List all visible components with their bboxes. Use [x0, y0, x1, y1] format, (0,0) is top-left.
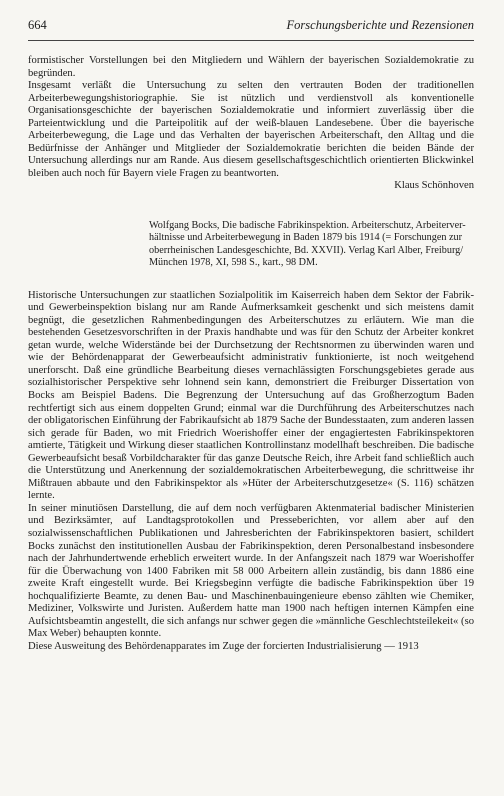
paragraph: Historische Untersuchungen zur staatlichen Sozialpolitik im Kaiserreich haben dem Sektor der Fabrik- und Gewerbeinspektion bislang nur am Rande Aufmerksamkeit geschenkt und sich meistens damit begnügt, die gesetzlichen Rahmenbedingungen des Arbeiterschutzes zu erläutern. Wie man die bestehenden Gesetzesvorschriften in der Praxis handhabte und was für den Schutz der Arbeiter konkret getan wurde, welche Widerstände bei der Durchsetzung der Rechtsnormen zu überwinden waren und wie der Behördenapparat der Gewerbeaufsicht administrativ funktionierte, ist noch weitgehend unerforscht. Daß eine gründliche Bearbeitung dieses vernachlässigten Forschungsgebietes gerade aus sozialhistorischer Perspektive sehr lohnend sein kann, demonstriert die Freiburger Dissertation von Bocks am Beispiel Badens. Die Begrenzung der Untersuchung auf das Großherzogtum Baden rechtfertigt sich aus einem doppelten Grund; einmal war die Durchführung des Arbeiterschutzes nach der obligatorischen Einführung der Fabrikaufsicht ab 1879 Sache der Bundesstaaten, zum anderen lassen sich gerade für Baden, wo mit Friedrich Woerishoffer einer der engagiertesten Fabrikinspektoren amtierte, Tätigkeit und Wirkung dieser staatlichen Kontrollinstanz modellhaft beschreiben. Die badische Gewerbeaufsicht besaß Vorbildcharakter für das ganze Deutsche Reich, ihre Arbeit fand schließlich auch die Unterstützung und Anerkennung der sozialdemokratischen Arbeiterbewegung, die schrittweise ihr Mißtrauen abbaute und den Fabrikinspektor als »Hüter der Arbeiterschutzgesetze« (S. 116) schätzen lernte. — [28, 289, 474, 502]
running-title: Forschungsberichte und Rezensionen — [286, 18, 474, 32]
header-rule — [28, 40, 474, 41]
citation-line: Wolfgang Bocks, Die badische Fabrikinspektion. Arbeiterschutz, Arbeiterver- — [149, 220, 466, 232]
paragraph: formistischer Vorstellungen bei den Mitgliedern und Wählern der bayerischen Sozialdemokratie zu begründen. — [28, 55, 474, 79]
paragraph: In seiner minutiösen Darstellung, die auf dem noch verfügbaren Aktenmaterial badischer Ministerien und Bezirksämter, auf Landtagsprotokollen und Presseberichten, vor allem aber auf den sozialwissenschaftlichen Publikationen und Jahresberichten der Fabrikinspektoren basiert, schildert Bocks zunächst den institutionellen Ausbau der Fabrikinspektion, deren Personalbestand insbesondere nach der Jahrhundertwende erheblich erweitert wurde. In der Anfangszeit nach 1879 war Woerishoffer für die Überwachung von 1400 Fabriken mit 58 000 Arbeitern allein zuständig, bis dann 1886 eine zweite Kraft eingestellt wurde. Bei Kriegsbeginn verfügte die badische Fabrikinspektion über 19 hochqualifizierte Beamte, zu denen Bau- und Maschinenbauingenieure ebenso zählten wie Chemiker, Mediziner, Volkswirte und Juristen. Außerdem hatte man 1900 nach heftigen internen Kämpfen eine Aufsichtsbeamtin angestellt, die sich anfangs nur schwer gegen die »männliche Geschlechtsteilekeit« (so Max Weber) behaupten konnte. — [28, 502, 474, 640]
citation-line: oberrheinischen Landesgeschichte, Bd. XXVII). Verlag Karl Alber, Freiburg/ — [149, 244, 464, 256]
citation-line: München 1978, XI, 598 S., kart., 98 DM. — [149, 257, 318, 269]
page-header — [28, 18, 474, 38]
document-page — [28, 18, 474, 788]
review-author: Klaus Schönhoven — [394, 180, 474, 192]
review-1 — [28, 55, 474, 193]
review-2 — [28, 290, 474, 654]
paragraph: Diese Ausweitung des Behördenapparates im Zuge der forcierten Industrialisierung — 1913 — [28, 640, 419, 652]
citation-line: hältnisse und Arbeiterbewegung in Baden 1879 bis 1914 (= Forschungen zur — [149, 232, 463, 244]
paragraph: Insgesamt verläßt die Untersuchung zu selten den vertrauten Boden der traditionellen Arbeiterbewegungshistoriographie. Sie ist nützlich und verdienstvoll als konventionelle Organisationsgeschichte der bayerischen Sozialdemokratie und informiert zuverlässig über die Parteientwicklung und die Parteipolitik auf der weiß-blauen Landesebene. Über die bayerische Arbeiterbewegung, die Lage und das Verhalten der bayerischen Arbeiterschaft, den Alltag und die Bedürfnisse der Anhänger und Mitglieder der Sozialdemokratie berichten die beiden Bände der Untersuchung allerdings nur am Rande. Aus diesem gesellschaftsgeschichtlich orientierten Blickwinkel bleiben auch noch für Bayern viele Fragen zu beantworten. — [28, 80, 474, 179]
book-citation — [149, 220, 474, 270]
page-number: 664 — [28, 18, 47, 32]
